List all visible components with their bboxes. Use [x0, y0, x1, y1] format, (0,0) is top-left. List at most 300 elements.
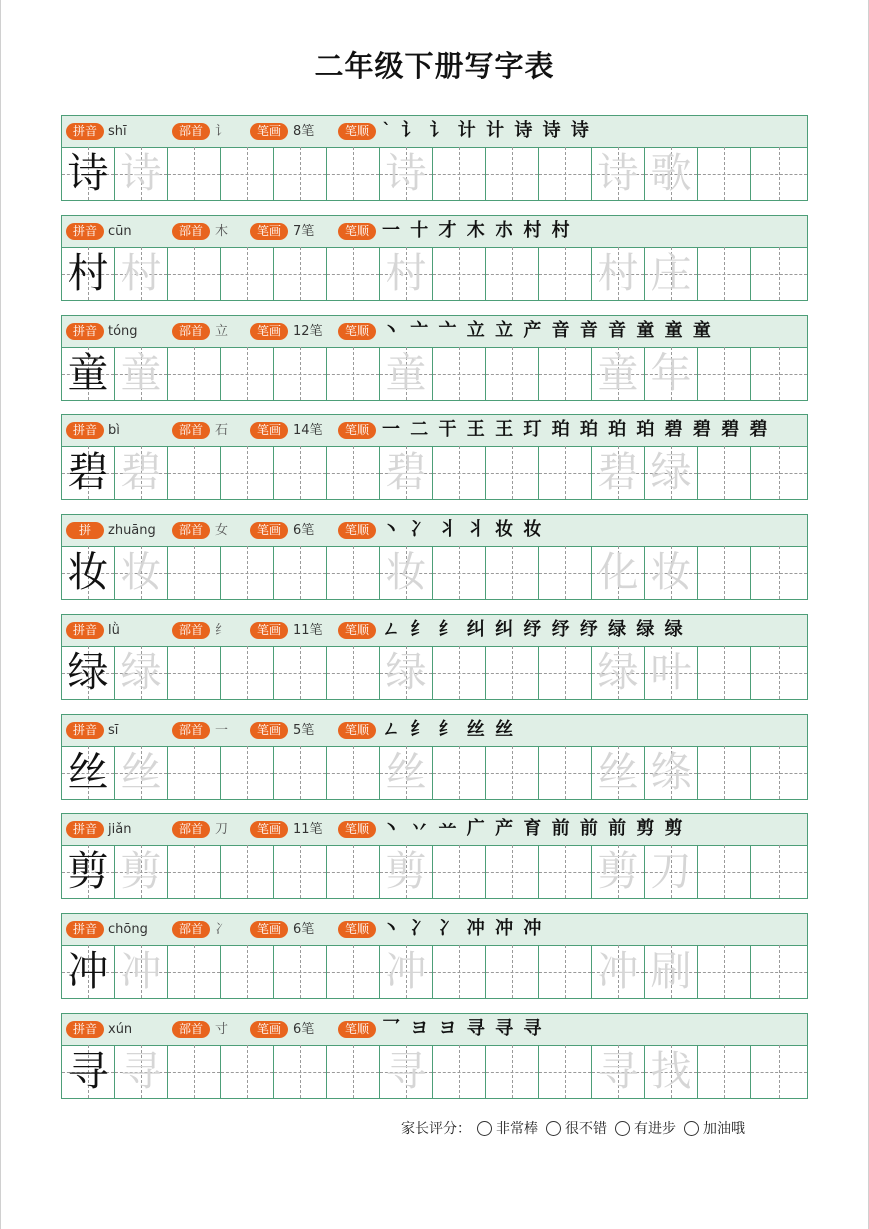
model-character: 妆 [67, 548, 109, 596]
trace-word-char: 妆 [650, 548, 692, 596]
writing-cell[interactable] [327, 347, 380, 400]
writing-cell[interactable] [539, 347, 592, 400]
radio-circle-icon[interactable] [615, 1121, 630, 1136]
pinyin-tag: 拼 [66, 522, 104, 539]
stroke-order-value: 丶 亠 亠 立 立 产 音 音 音 童 童 童 [382, 320, 713, 341]
info-bar [62, 515, 807, 547]
writing-cell[interactable] [698, 147, 751, 200]
stroke-order-tag: 笔顺 [338, 622, 376, 639]
writing-cell[interactable] [221, 945, 274, 998]
stroke-order-tag: 笔顺 [338, 422, 376, 439]
writing-cell[interactable] [221, 646, 274, 699]
writing-cell[interactable] [698, 347, 751, 400]
writing-cell[interactable] [751, 546, 807, 599]
radical-tag: 部首 [172, 223, 210, 240]
strokes-tag: 笔画 [250, 522, 288, 539]
model-character: 碧 [67, 448, 109, 496]
writing-cell[interactable] [645, 845, 698, 898]
writing-cell[interactable] [751, 845, 807, 898]
strokes-value: 12笔 [293, 324, 323, 339]
writing-cell[interactable] [62, 347, 115, 400]
stroke-order-tag: 笔顺 [338, 821, 376, 838]
trace-character: 童 [120, 349, 162, 397]
writing-cell[interactable] [327, 1045, 380, 1098]
writing-grid [62, 945, 807, 998]
writing-cell[interactable] [62, 446, 115, 499]
strokes-value: 11笔 [293, 822, 323, 837]
writing-cell[interactable] [592, 446, 645, 499]
writing-cell[interactable] [168, 147, 221, 200]
character-block [61, 913, 808, 999]
writing-cell[interactable] [115, 945, 168, 998]
writing-cell[interactable] [115, 147, 168, 200]
writing-cell[interactable] [645, 646, 698, 699]
radical-value: 刀 [215, 822, 229, 837]
writing-cell[interactable] [645, 147, 698, 200]
writing-cell[interactable] [168, 945, 221, 998]
character-block [61, 514, 808, 600]
writing-cell[interactable] [274, 1045, 327, 1098]
info-bar [62, 216, 807, 248]
writing-cell[interactable] [168, 845, 221, 898]
radical-value: 冫 [215, 922, 229, 937]
trace-word-char: 童 [597, 349, 639, 397]
writing-cell[interactable] [433, 845, 486, 898]
strokes-tag: 笔画 [250, 821, 288, 838]
writing-cell[interactable] [380, 945, 433, 998]
radical-tag: 部首 [172, 921, 210, 938]
writing-cell[interactable] [751, 1045, 807, 1098]
writing-grid [62, 147, 807, 200]
writing-cell[interactable] [168, 646, 221, 699]
writing-cell[interactable] [486, 247, 539, 300]
writing-cell[interactable] [539, 147, 592, 200]
writing-cell[interactable] [168, 446, 221, 499]
trace-character: 绿 [385, 648, 427, 696]
writing-cell[interactable] [486, 147, 539, 200]
pinyin-value: tóng [108, 324, 138, 339]
writing-cell[interactable] [433, 147, 486, 200]
trace-word-char: 刷 [650, 947, 692, 995]
writing-cell[interactable] [274, 945, 327, 998]
writing-grid [62, 546, 807, 599]
pinyin-value: xún [108, 1022, 133, 1037]
writing-cell[interactable] [221, 546, 274, 599]
writing-cell[interactable] [115, 347, 168, 400]
writing-cell[interactable] [698, 746, 751, 799]
stroke-order-value: 丶 冫 冫 冲 冲 冲 [382, 918, 544, 939]
writing-cell[interactable] [62, 1045, 115, 1098]
writing-cell[interactable] [168, 347, 221, 400]
stroke-order-tag: 笔顺 [338, 522, 376, 539]
writing-cell[interactable] [433, 646, 486, 699]
radical-value: 立 [215, 324, 229, 339]
writing-cell[interactable] [221, 147, 274, 200]
pinyin-tag: 拼音 [66, 323, 104, 340]
radio-circle-icon[interactable] [546, 1121, 561, 1136]
writing-cell[interactable] [327, 446, 380, 499]
writing-cell[interactable] [327, 746, 380, 799]
writing-cell[interactable] [592, 546, 645, 599]
stroke-order-tag: 笔顺 [338, 722, 376, 739]
writing-cell[interactable] [539, 845, 592, 898]
character-block [61, 414, 808, 500]
writing-cell[interactable] [327, 845, 380, 898]
trace-character: 村 [385, 249, 427, 297]
rating-option-keep-going[interactable] [684, 1118, 745, 1138]
writing-cell[interactable] [539, 1045, 592, 1098]
writing-cell[interactable] [698, 446, 751, 499]
pinyin-value: shī [108, 124, 127, 139]
writing-cell[interactable] [274, 845, 327, 898]
writing-cell[interactable] [115, 746, 168, 799]
writing-cell[interactable] [645, 546, 698, 599]
strokes-value: 5笔 [293, 723, 315, 738]
writing-cell[interactable] [486, 1045, 539, 1098]
writing-cell[interactable] [115, 247, 168, 300]
trace-character: 丝 [385, 748, 427, 796]
trace-word-char: 丝 [597, 748, 639, 796]
writing-cell[interactable] [327, 945, 380, 998]
info-bar [62, 715, 807, 747]
writing-cell[interactable] [168, 1045, 221, 1098]
writing-grid [62, 646, 807, 699]
writing-cell[interactable] [327, 247, 380, 300]
writing-cell[interactable] [592, 746, 645, 799]
writing-cell[interactable] [433, 546, 486, 599]
writing-cell[interactable] [168, 746, 221, 799]
writing-cell[interactable] [751, 147, 807, 200]
radical-value: 一 [215, 723, 229, 738]
writing-cell[interactable] [592, 845, 645, 898]
writing-cell[interactable] [539, 247, 592, 300]
strokes-tag: 笔画 [250, 722, 288, 739]
pinyin-tag: 拼音 [66, 1021, 104, 1038]
writing-cell[interactable] [221, 845, 274, 898]
writing-grid [62, 746, 807, 799]
trace-word-char: 绦 [650, 748, 692, 796]
info-bar [62, 415, 807, 447]
character-block [61, 115, 808, 201]
trace-word-char: 化 [597, 548, 639, 596]
trace-character: 剪 [385, 847, 427, 895]
writing-cell[interactable] [433, 247, 486, 300]
radical-tag: 部首 [172, 123, 210, 140]
strokes-value: 14笔 [293, 423, 323, 438]
pinyin-value: cūn [108, 224, 132, 239]
writing-grid [62, 1045, 807, 1098]
stroke-order-value: 乛 ヨ ヨ 寻 寻 寻 [382, 1018, 544, 1039]
writing-cell[interactable] [433, 347, 486, 400]
pinyin-tag: 拼音 [66, 722, 104, 739]
info-bar [62, 914, 807, 946]
stroke-order-value: 丶 冫 丬 丬 妆 妆 [382, 519, 544, 540]
character-block [61, 215, 808, 301]
writing-cell[interactable] [115, 546, 168, 599]
writing-cell[interactable] [539, 546, 592, 599]
writing-cell[interactable] [698, 1045, 751, 1098]
writing-cell[interactable] [327, 147, 380, 200]
writing-cell[interactable] [380, 546, 433, 599]
trace-word-char: 叶 [650, 648, 692, 696]
writing-cell[interactable] [274, 446, 327, 499]
writing-cell[interactable] [274, 546, 327, 599]
writing-cell[interactable] [751, 746, 807, 799]
writing-cell[interactable] [274, 247, 327, 300]
writing-cell[interactable] [539, 945, 592, 998]
writing-cell[interactable] [486, 646, 539, 699]
writing-cell[interactable] [486, 845, 539, 898]
trace-character: 冲 [120, 947, 162, 995]
pinyin-tag: 拼音 [66, 821, 104, 838]
rating-option-good[interactable] [546, 1118, 607, 1138]
strokes-tag: 笔画 [250, 921, 288, 938]
writing-cell[interactable] [115, 446, 168, 499]
info-bar [62, 814, 807, 846]
strokes-tag: 笔画 [250, 422, 288, 439]
strokes-tag: 笔画 [250, 323, 288, 340]
writing-cell[interactable] [698, 247, 751, 300]
writing-cell[interactable] [274, 147, 327, 200]
trace-word-char: 绿 [597, 648, 639, 696]
radical-value: 石 [215, 423, 229, 438]
writing-cell[interactable] [592, 147, 645, 200]
writing-cell[interactable] [645, 446, 698, 499]
stroke-order-tag: 笔顺 [338, 921, 376, 938]
writing-cell[interactable] [433, 1045, 486, 1098]
writing-cell[interactable] [698, 945, 751, 998]
stroke-order-tag: 笔顺 [338, 1021, 376, 1038]
writing-cell[interactable] [221, 1045, 274, 1098]
radical-value: 寸 [215, 1022, 229, 1037]
stroke-order-value: ` 讠 讠 计 计 诗 诗 诗 [382, 120, 591, 141]
writing-cell[interactable] [380, 347, 433, 400]
strokes-value: 8笔 [293, 124, 315, 139]
trace-word-char: 冲 [597, 947, 639, 995]
writing-cell[interactable] [539, 446, 592, 499]
radical-value: 女 [215, 523, 229, 538]
radical-tag: 部首 [172, 422, 210, 439]
writing-cell[interactable] [645, 247, 698, 300]
radical-tag: 部首 [172, 722, 210, 739]
strokes-tag: 笔画 [250, 622, 288, 639]
pinyin-value: chōng [108, 922, 148, 937]
writing-cell[interactable] [221, 446, 274, 499]
trace-word-char: 诗 [597, 149, 639, 197]
trace-character: 冲 [385, 947, 427, 995]
radical-value: 讠 [215, 124, 229, 139]
trace-word-char: 年 [650, 349, 692, 397]
writing-cell[interactable] [486, 746, 539, 799]
trace-word-char: 碧 [597, 448, 639, 496]
writing-cell[interactable] [62, 646, 115, 699]
trace-word-char: 绿 [650, 448, 692, 496]
writing-cell[interactable] [698, 546, 751, 599]
writing-cell[interactable] [592, 347, 645, 400]
writing-cell[interactable] [645, 1045, 698, 1098]
trace-word-char: 庄 [650, 249, 692, 297]
writing-cell[interactable] [433, 446, 486, 499]
info-bar [62, 615, 807, 647]
writing-cell[interactable] [698, 646, 751, 699]
pinyin-tag: 拼音 [66, 921, 104, 938]
pinyin-tag: 拼音 [66, 422, 104, 439]
strokes-value: 6笔 [293, 523, 315, 538]
writing-cell[interactable] [62, 945, 115, 998]
trace-character: 寻 [385, 1047, 427, 1095]
stroke-order-value: 一 二 干 王 王 玎 珀 珀 珀 珀 碧 碧 碧 碧 [382, 419, 770, 440]
writing-cell[interactable] [274, 746, 327, 799]
writing-cell[interactable] [327, 546, 380, 599]
writing-cell[interactable] [645, 945, 698, 998]
rating-option-label: 有进步 [634, 1121, 676, 1137]
writing-cell[interactable] [645, 746, 698, 799]
rating-option-label: 加油哦 [703, 1121, 745, 1137]
writing-cell[interactable] [62, 147, 115, 200]
radical-tag: 部首 [172, 522, 210, 539]
trace-character: 妆 [385, 548, 427, 596]
writing-cell[interactable] [115, 1045, 168, 1098]
writing-grid [62, 247, 807, 300]
writing-cell[interactable] [751, 446, 807, 499]
pinyin-value: sī [108, 723, 119, 738]
writing-cell[interactable] [62, 845, 115, 898]
writing-cell[interactable] [645, 347, 698, 400]
writing-cell[interactable] [433, 945, 486, 998]
info-bar [62, 316, 807, 348]
writing-cell[interactable] [592, 945, 645, 998]
writing-cell[interactable] [115, 845, 168, 898]
writing-cell[interactable] [539, 646, 592, 699]
writing-cell[interactable] [62, 546, 115, 599]
writing-cell[interactable] [751, 945, 807, 998]
rating-label: 家长评分： [401, 1121, 471, 1137]
character-block [61, 315, 808, 401]
trace-character: 寻 [120, 1047, 162, 1095]
writing-cell[interactable] [751, 646, 807, 699]
strokes-value: 7笔 [293, 224, 315, 239]
model-character: 剪 [67, 847, 109, 895]
pinyin-tag: 拼音 [66, 123, 104, 140]
strokes-tag: 笔画 [250, 123, 288, 140]
pinyin-value: lǜ [108, 623, 120, 638]
character-block [61, 1013, 808, 1099]
trace-character: 碧 [385, 448, 427, 496]
writing-cell[interactable] [486, 347, 539, 400]
stroke-order-value: ㄥ 纟 纟 丝 丝 [382, 719, 516, 740]
writing-cell[interactable] [592, 646, 645, 699]
trace-word-char: 剪 [597, 847, 639, 895]
trace-word-char: 歌 [650, 149, 692, 197]
pinyin-value: zhuāng [108, 523, 156, 538]
writing-cell[interactable] [486, 446, 539, 499]
strokes-value: 11笔 [293, 623, 323, 638]
writing-cell[interactable] [751, 347, 807, 400]
radio-circle-icon[interactable] [477, 1121, 492, 1136]
stroke-order-tag: 笔顺 [338, 123, 376, 140]
writing-grid [62, 347, 807, 400]
writing-cell[interactable] [168, 247, 221, 300]
radical-tag: 部首 [172, 323, 210, 340]
model-character: 寻 [67, 1047, 109, 1095]
model-character: 冲 [67, 947, 109, 995]
trace-character: 童 [385, 349, 427, 397]
page-border-left [0, 0, 1, 1229]
writing-cell[interactable] [380, 247, 433, 300]
writing-cell[interactable] [274, 347, 327, 400]
writing-cell[interactable] [539, 746, 592, 799]
trace-word-char: 找 [650, 1047, 692, 1095]
writing-cell[interactable] [62, 746, 115, 799]
radical-tag: 部首 [172, 1021, 210, 1038]
strokes-value: 6笔 [293, 1022, 315, 1037]
page-title: 二年级下册写字表 [314, 49, 555, 83]
info-bar [62, 1014, 807, 1046]
writing-cell[interactable] [380, 147, 433, 200]
info-bar [62, 116, 807, 148]
writing-cell[interactable] [751, 247, 807, 300]
writing-cell[interactable] [327, 646, 380, 699]
pinyin-tag: 拼音 [66, 223, 104, 240]
writing-cell[interactable] [115, 646, 168, 699]
writing-cell[interactable] [221, 247, 274, 300]
rating-option-excellent[interactable] [477, 1118, 538, 1138]
trace-character: 村 [120, 249, 162, 297]
rating-option-improved[interactable] [615, 1118, 676, 1138]
strokes-tag: 笔画 [250, 223, 288, 240]
pinyin-value: bì [108, 423, 120, 438]
writing-cell[interactable] [380, 845, 433, 898]
radical-value: 木 [215, 224, 229, 239]
writing-cell[interactable] [433, 746, 486, 799]
rating-option-label: 很不错 [565, 1121, 607, 1137]
model-character: 诗 [67, 149, 109, 197]
trace-word-char: 村 [597, 249, 639, 297]
writing-cell[interactable] [698, 845, 751, 898]
trace-character: 妆 [120, 548, 162, 596]
strokes-tag: 笔画 [250, 1021, 288, 1038]
strokes-value: 6笔 [293, 922, 315, 937]
writing-cell[interactable] [380, 1045, 433, 1098]
radio-circle-icon[interactable] [684, 1121, 699, 1136]
writing-cell[interactable] [380, 646, 433, 699]
model-character: 丝 [67, 748, 109, 796]
character-block [61, 614, 808, 700]
radical-tag: 部首 [172, 622, 210, 639]
writing-cell[interactable] [486, 546, 539, 599]
writing-cell[interactable] [168, 546, 221, 599]
radical-tag: 部首 [172, 821, 210, 838]
writing-cell[interactable] [380, 746, 433, 799]
writing-cell[interactable] [221, 347, 274, 400]
writing-cell[interactable] [274, 646, 327, 699]
writing-cell[interactable] [221, 746, 274, 799]
stroke-order-value: 一 十 才 木 朩 村 村 [382, 220, 572, 241]
writing-cell[interactable] [62, 247, 115, 300]
trace-character: 诗 [120, 149, 162, 197]
writing-cell[interactable] [380, 446, 433, 499]
writing-cell[interactable] [592, 247, 645, 300]
character-block [61, 813, 808, 899]
writing-cell[interactable] [592, 1045, 645, 1098]
model-character: 童 [67, 349, 109, 397]
stroke-order-tag: 笔顺 [338, 223, 376, 240]
radical-value: 纟 [215, 623, 229, 638]
pinyin-tag: 拼音 [66, 622, 104, 639]
writing-grid [62, 446, 807, 499]
stroke-order-tag: 笔顺 [338, 323, 376, 340]
writing-cell[interactable] [486, 945, 539, 998]
